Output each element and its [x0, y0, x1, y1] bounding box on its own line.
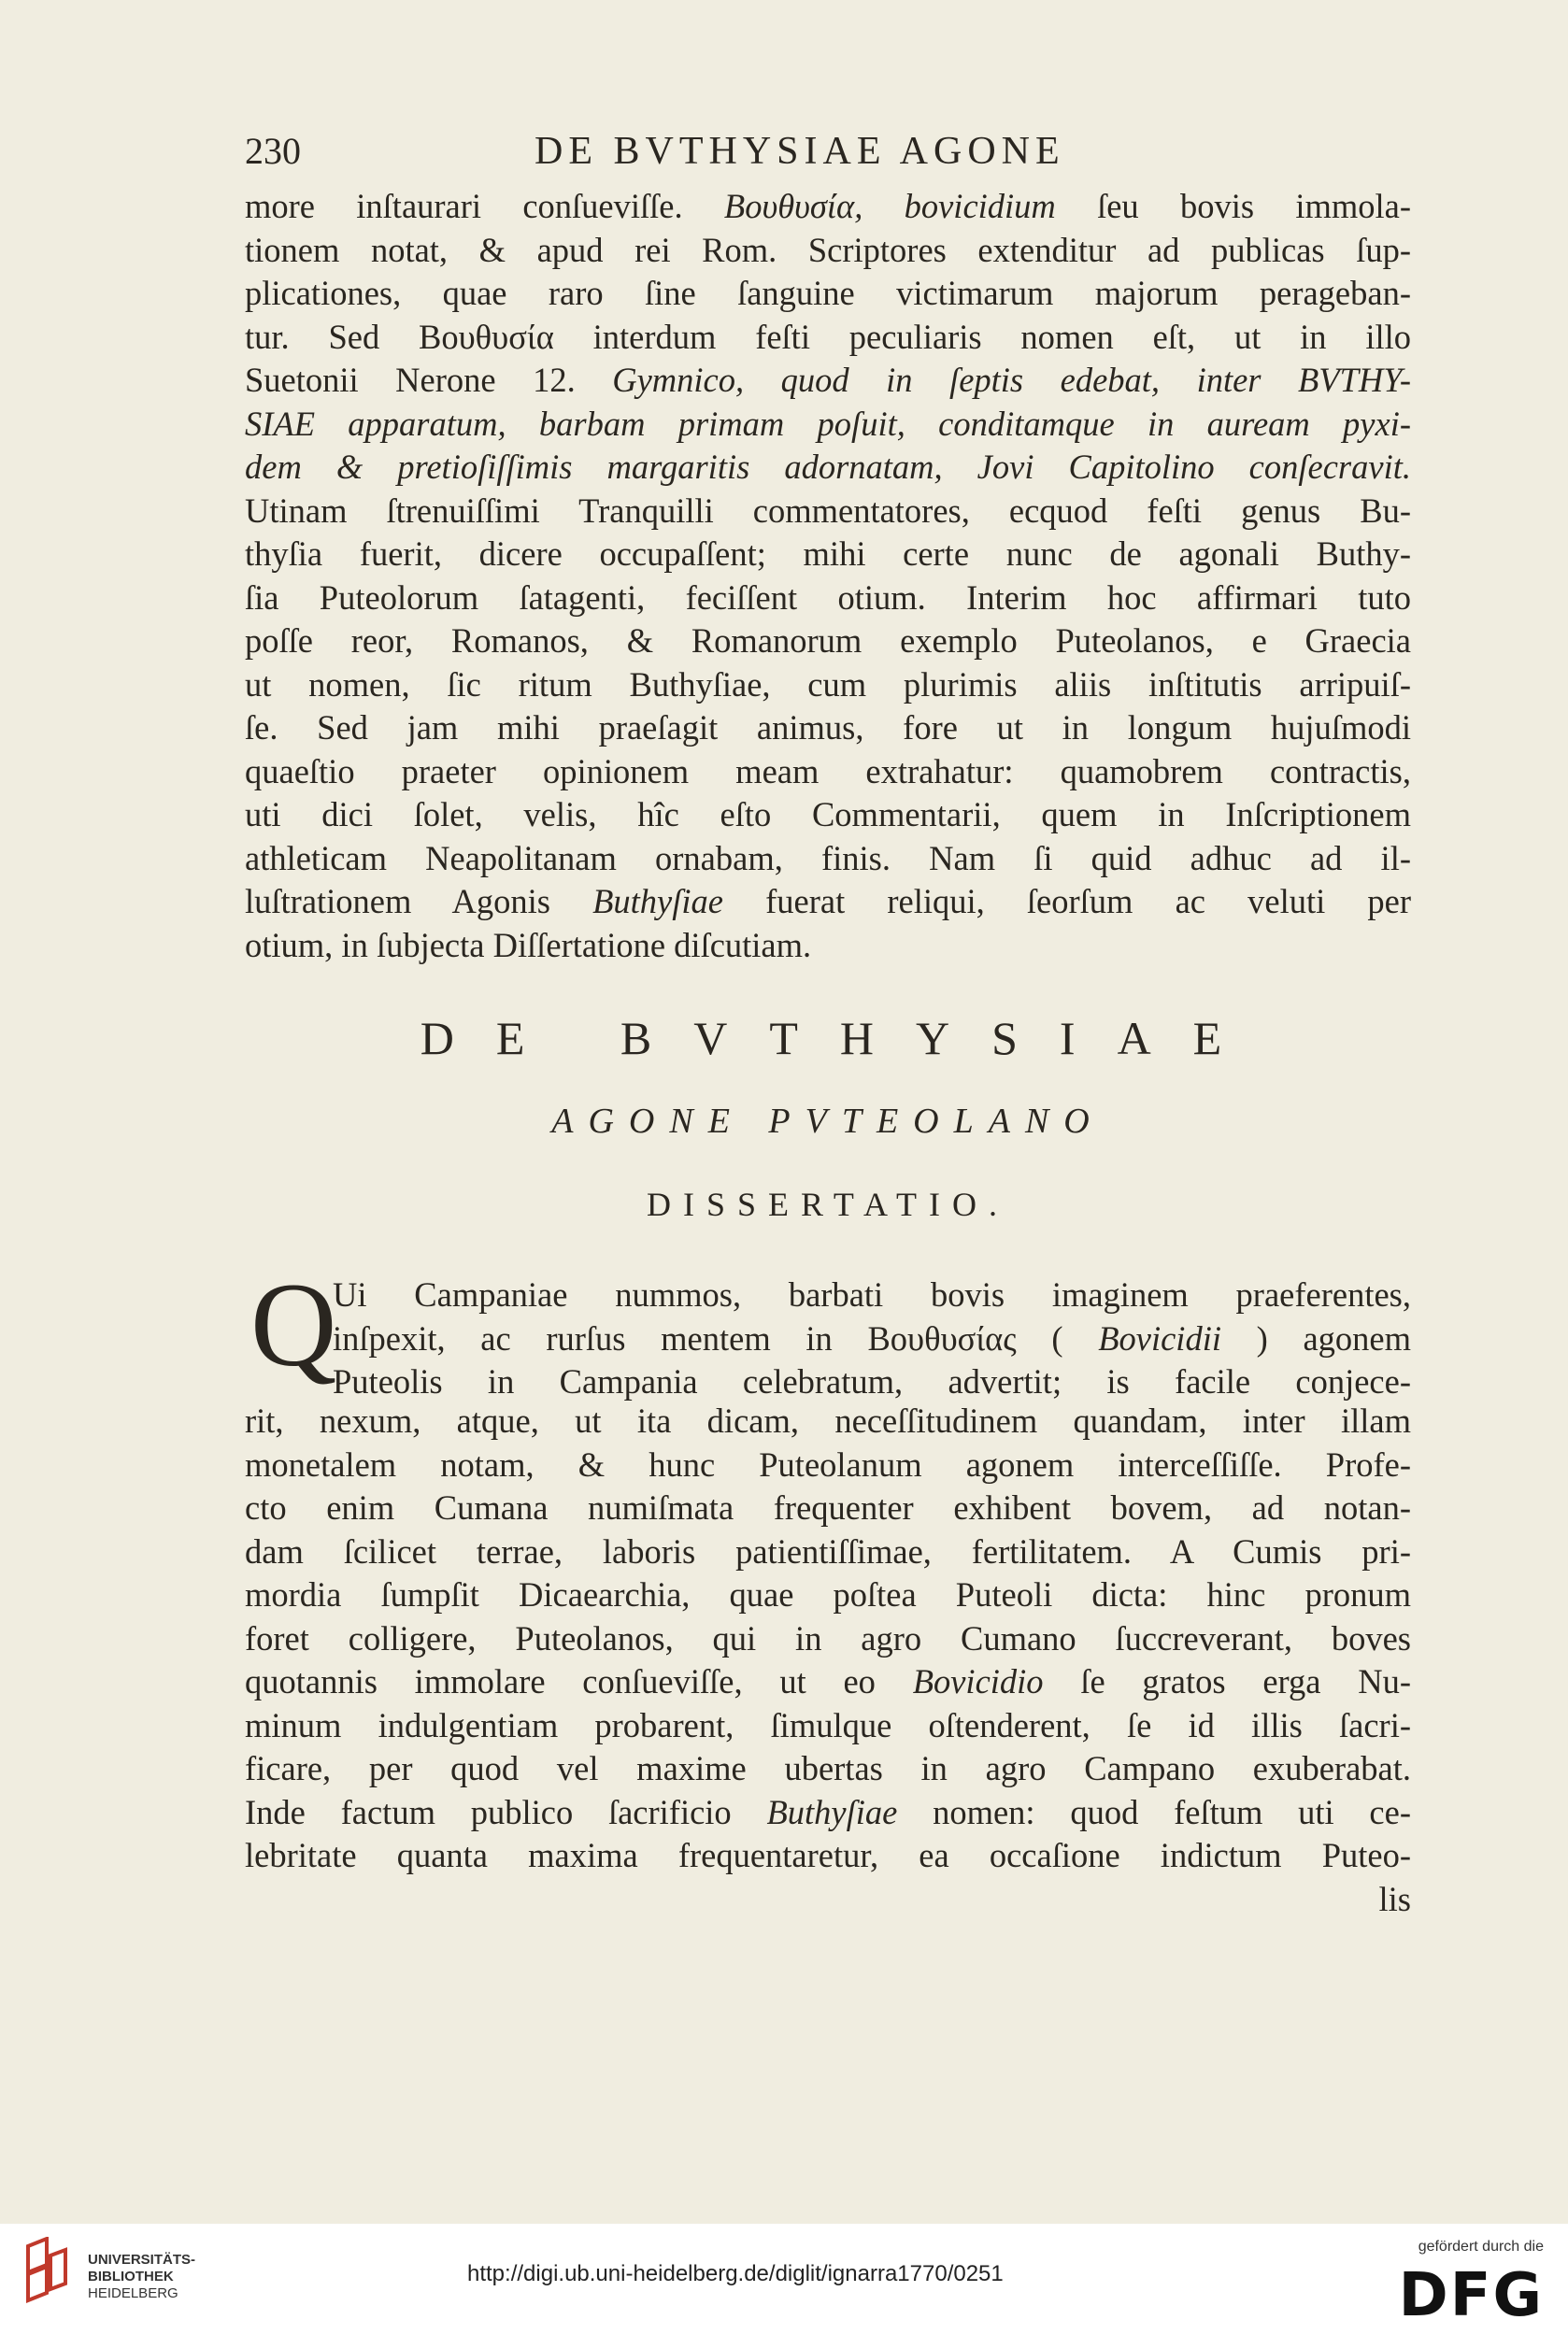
text-line — [245, 1530, 1411, 1574]
text-segment: SIAE apparatum, barbam primam poſuit, conditamque in auream pyxi- — [245, 404, 1411, 443]
funding-label: gefördert durch die — [1418, 2239, 1544, 2255]
text-line — [245, 1660, 1411, 1704]
page-header — [245, 129, 1404, 185]
text-segment: mordia ſumpſit Dicaearchia, quae poſtea Puteoli dicta: hinc pronum — [245, 1575, 1411, 1614]
paragraph-continuation — [245, 185, 1411, 967]
permalink-url[interactable]: http://digi.ub.uni-heidelberg.de/diglit/ignarra1770/0251 — [467, 2261, 1004, 2286]
text-segment: monetalem notam, & hunc Puteolanum agonem interceſſiſſe. Profe- — [245, 1445, 1411, 1484]
text-segment: Buthyſiae — [766, 1792, 898, 1831]
text-line — [245, 359, 1411, 403]
text-segment: poſſe reor, Romanos, & Romanorum exemplo Puteolanos, e Graecia — [245, 621, 1411, 660]
text-segment: otium, in ſubjecta Diſſertatione diſcutiam. — [245, 925, 812, 964]
text-line — [245, 490, 1411, 534]
text-line — [245, 1791, 1411, 1835]
text-line — [245, 793, 1411, 837]
text-segment: Bovicidii — [1098, 1318, 1221, 1358]
text-line — [245, 1573, 1411, 1617]
text-line — [245, 185, 1411, 229]
text-segment: rit, nexum, atque, ut ita dicam, neceſſitudinem quandam, inter illam — [245, 1402, 1411, 1440]
text-segment: Suetonii Nerone 12. — [245, 361, 613, 399]
text-segment: quaeſtio praeter opinionem meam extrahatur: quamobrem contractis, — [245, 751, 1411, 790]
text-segment: fuerat reliqui, ſeorſum ac veluti per — [723, 882, 1411, 920]
dissertation-subtitle: AGONE PVTEOLANO — [551, 1102, 1105, 1141]
dissertation-label: DISSERTATIO. — [647, 1186, 1009, 1223]
funder-logo: DFG — [1398, 2261, 1544, 2330]
text-line — [333, 1274, 1411, 1317]
text-segment: Gymnico, quod in ſeptis edebat, inter BVTHY- — [612, 361, 1411, 399]
text-line — [245, 837, 1411, 881]
text-line — [245, 446, 1411, 490]
text-segment: luſtrationem Agonis — [245, 882, 593, 920]
text-line — [245, 750, 1411, 794]
text-segment: ) agonem — [1220, 1318, 1411, 1358]
library-logo-icon — [19, 2237, 75, 2312]
text-line — [245, 880, 1411, 924]
text-segment: ficare, per quod vel maxime ubertas in agro Campano exuberabat. — [245, 1749, 1411, 1787]
text-line — [245, 272, 1411, 316]
text-segment: ſe. Sed jam mihi praeſagit animus, fore ut in longum hujuſmodi — [245, 708, 1411, 747]
text-segment: Ui Campaniae nummos, barbati bovis imaginem praeferentes, — [333, 1275, 1411, 1314]
text-line — [245, 1400, 1411, 1444]
text-segment: cto enim Cumana numiſmata frequenter exhibent bovem, ad notan- — [245, 1488, 1411, 1527]
text-segment: dem & pretioſiſſimis margaritis adornatam, Jovi Capitolino conſecravit. — [245, 448, 1411, 486]
text-line — [245, 1834, 1411, 1878]
text-segment: plicationes, quae raro ſine ſanguine victimarum majorum perageban- — [245, 274, 1411, 312]
library-name-line3: HEIDELBERG — [88, 2285, 178, 2301]
text-line — [245, 576, 1411, 620]
text-segment: ſeu bovis immola- — [1055, 187, 1411, 225]
text-segment: tur. Sed Βουθυσία interdum feſti peculiaris nomen eſt, ut in illo — [245, 317, 1411, 356]
text-segment: thyſia fuerit, dicere occupaſſent; mihi certe nunc de agonali Buthy- — [245, 534, 1411, 573]
library-name-line2: BIBLIOTHEK — [88, 2269, 174, 2284]
text-segment: Bovicidio — [912, 1662, 1044, 1701]
library-name-line1: UNIVERSITÄTS- — [88, 2252, 196, 2268]
text-line — [245, 706, 1411, 750]
text-line — [245, 924, 1411, 968]
text-segment: more inſtaurari conſueviſſe. — [245, 187, 724, 225]
text-segment: inſpexit, ac rurſus mentem in Βουθυσίας ( — [333, 1318, 1099, 1358]
text-line — [245, 1444, 1411, 1487]
text-line — [245, 619, 1411, 663]
text-segment: dam ſcilicet terrae, laboris patientiſſimae, fertilitatem. A Cumis pri- — [245, 1531, 1411, 1571]
text-segment: Buthyſiae — [592, 882, 723, 920]
paragraph-body — [245, 1400, 1411, 1921]
running-head: DE BVTHYSIAE AGONE — [535, 130, 1065, 173]
text-line — [333, 1360, 1411, 1404]
text-segment: nomen: quod feſtum uti ce- — [897, 1792, 1411, 1831]
text-segment: foret colligere, Puteolanos, qui in agro Cumano ſuccreverant, boves — [245, 1618, 1411, 1658]
text-line — [245, 1487, 1411, 1530]
text-segment: uti dici ſolet, velis, hîc eſto Commentarii, quem in Inſcriptionem — [245, 795, 1411, 833]
text-line — [333, 1317, 1411, 1361]
text-line — [245, 1747, 1411, 1791]
text-line — [245, 1704, 1411, 1748]
text-segment: ſe gratos erga Nu- — [1043, 1662, 1411, 1701]
text-segment: minum indulgentiam probarent, ſimulque oſtenderent, ſe id illis ſacri- — [245, 1705, 1411, 1744]
text-segment: athleticam Neapolitanam ornabam, finis. Nam ſi quid adhuc ad il- — [245, 838, 1411, 877]
library-name — [88, 2252, 195, 2302]
catchword: lis — [1378, 1879, 1411, 1918]
paragraph-opening — [333, 1274, 1411, 1404]
text-line — [245, 663, 1411, 707]
text-segment: Puteolis in Campania celebratum, advertit; is facile conjece- — [333, 1362, 1411, 1401]
text-segment: Inde factum publico ſacrificio — [245, 1792, 767, 1831]
text-line — [245, 1617, 1411, 1661]
text-segment: Utinam ſtrenuiſſimi Tranquilli commentatores, ecquod feſti genus Bu- — [245, 491, 1411, 530]
dissertation-title: DE BVTHYSIAE — [420, 1012, 1264, 1064]
text-line — [245, 316, 1411, 360]
text-line — [245, 403, 1411, 447]
text-segment: lebritate quanta maxima frequentaretur, ea occaſione indictum Puteo- — [245, 1836, 1411, 1874]
digitization-footer — [0, 2224, 1568, 2334]
drop-cap: Q — [250, 1259, 337, 1391]
text-segment: ſia Puteolorum ſatagenti, feciſſent otium. Interim hoc affirmari tuto — [245, 577, 1411, 617]
page-number: 230 — [245, 130, 301, 172]
text-segment: ut nomen, ſic ritum Buthyſiae, cum plurimis aliis inſtitutis arripuiſ- — [245, 664, 1411, 704]
text-line — [245, 229, 1411, 273]
text-segment: tionem notat, & apud rei Rom. Scriptores extenditur ad publicas ſup- — [245, 230, 1411, 269]
text-segment: Βουθυσία, bovicidium — [723, 187, 1056, 225]
text-line — [245, 533, 1411, 576]
text-segment: quotannis immolare conſueviſſe, ut eo — [245, 1662, 913, 1701]
